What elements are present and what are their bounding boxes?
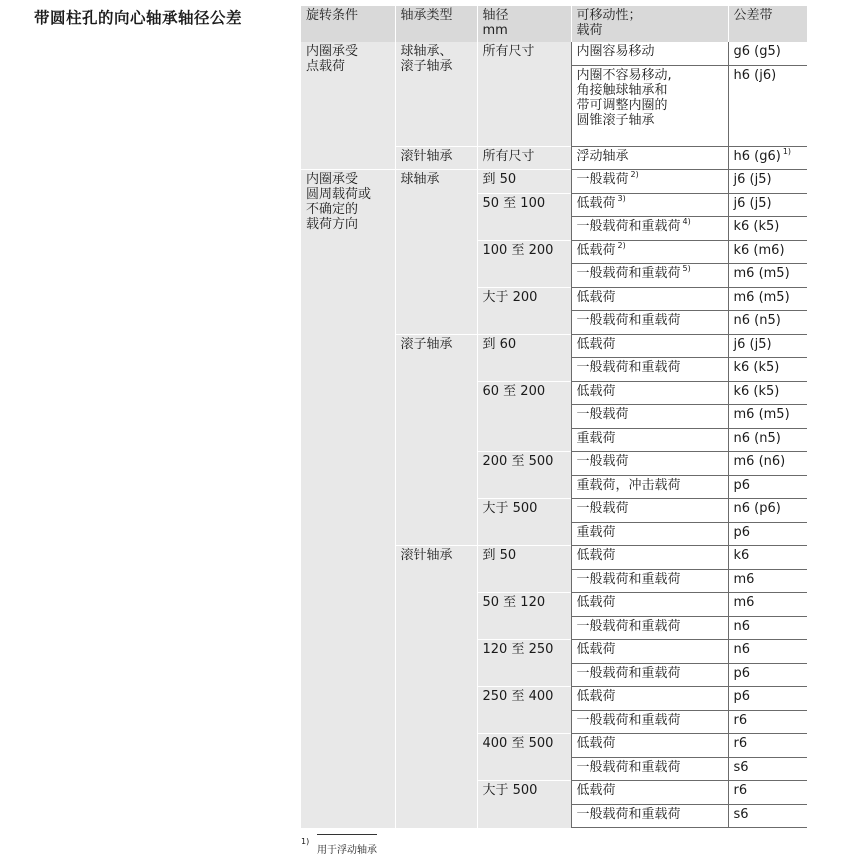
- load-text-value: 重载荷: [576, 524, 616, 540]
- load-text-value: 带可调整内圈的: [576, 97, 668, 113]
- load-text: [577, 807, 723, 822]
- load-text-value: 低载荷: [576, 195, 616, 211]
- load-cell: [571, 781, 728, 805]
- tolerance-cell: [728, 593, 807, 617]
- footnote-rule: [317, 834, 377, 835]
- tolerance-value: r6: [733, 783, 748, 798]
- load-text-value: 低载荷: [576, 289, 616, 305]
- load-text: [577, 172, 723, 187]
- table-row: [301, 170, 807, 194]
- tolerance-cell: [728, 65, 807, 146]
- load-text-value: 低载荷: [576, 242, 616, 258]
- load-cell: [571, 405, 728, 429]
- tolerance-value: p6: [733, 689, 751, 704]
- load-text-value: 一般载荷和重载荷: [576, 759, 681, 775]
- diameter-range-text: 120 至 250: [482, 642, 554, 657]
- diameter-range-cell: [477, 193, 571, 240]
- load-text: [577, 113, 723, 128]
- load-text-value: 圆锥滚子轴承: [576, 112, 655, 128]
- tolerance-value: n6 (p6): [733, 501, 781, 516]
- tolerance-value: k6 (m6): [733, 242, 785, 258]
- load-text: [577, 360, 723, 375]
- header-bearing-type: 轴承类型: [395, 6, 477, 42]
- rotation-condition-line: 载荷方向: [306, 217, 359, 232]
- load-cell: [571, 757, 728, 781]
- table-row: [301, 42, 807, 65]
- tolerance-cell: [728, 499, 807, 523]
- tolerance-cell: [728, 475, 807, 499]
- load-cell: [571, 287, 728, 311]
- tolerance-value: k6 (k5): [733, 219, 780, 234]
- load-text: [577, 760, 723, 775]
- header-load-label: 载荷: [576, 23, 603, 38]
- load-text-value: 浮动轴承: [576, 148, 629, 164]
- load-cell: [571, 475, 728, 499]
- load-text: [577, 431, 723, 446]
- load-cell: [571, 593, 728, 617]
- load-text-value: 重载荷: [576, 430, 616, 446]
- load-text: [577, 713, 723, 728]
- tolerance-cell: [728, 687, 807, 711]
- bearing-type-cell: [395, 146, 477, 170]
- footnote-ref: 4): [682, 217, 691, 226]
- tolerance-cell: [728, 781, 807, 805]
- tolerance-cell: [728, 381, 807, 405]
- tolerance-value: h6 (g6): [733, 148, 781, 164]
- diameter-range-cell: [477, 734, 571, 781]
- tolerance-cell: [728, 334, 807, 358]
- diameter-range-cell: [477, 593, 571, 640]
- load-text-value: 重载荷，冲击载荷: [576, 477, 681, 493]
- load-text-value: 一般载荷和重载荷: [576, 618, 681, 634]
- load-text: [577, 384, 723, 399]
- tolerance-cell: [728, 170, 807, 194]
- header-diameter-label: 轴径: [482, 8, 509, 23]
- load-text: [577, 337, 723, 352]
- diameter-range-text: 到 50: [482, 548, 517, 563]
- load-text-value: 一般载荷和重载荷: [576, 665, 681, 681]
- header-rotation: 旋转条件: [301, 6, 395, 42]
- diameter-range-cell: [477, 452, 571, 499]
- tolerance-cell: [728, 146, 807, 170]
- tolerance-cell: [728, 616, 807, 640]
- load-text: [577, 219, 723, 234]
- tolerance-value: n6 (n5): [733, 430, 781, 446]
- diameter-range-cell: [477, 381, 571, 452]
- bearing-type-cell: [395, 170, 477, 335]
- footnote-ref: 2): [617, 240, 626, 250]
- tolerance-cell: [728, 522, 807, 546]
- diameter-range-text: 大于 200: [482, 289, 538, 305]
- load-text: [577, 68, 723, 83]
- diameter-range-text: 60 至 200: [482, 383, 546, 399]
- load-text-value: 角接触球轴承和: [576, 82, 668, 98]
- load-cell: [571, 146, 728, 170]
- load-cell: [571, 170, 728, 194]
- load-text-value: 低载荷: [576, 736, 616, 751]
- load-text: [576, 193, 723, 211]
- tolerance-value: m6 (m5): [733, 266, 790, 281]
- diameter-range-cell: [477, 546, 571, 593]
- bearing-type-cell: [395, 546, 477, 828]
- load-cell: [571, 334, 728, 358]
- load-text-value: 低载荷: [576, 595, 616, 610]
- load-text: [577, 572, 723, 587]
- load-text: [577, 548, 723, 563]
- load-cell: [571, 217, 728, 241]
- load-text: [577, 525, 723, 540]
- diameter-range-text: 所有尺寸: [482, 148, 535, 164]
- table-body: [301, 42, 807, 828]
- tolerance-cell: [728, 217, 807, 241]
- header-mobility: [571, 6, 728, 42]
- load-cell: [571, 522, 728, 546]
- header-diameter-unit: mm: [482, 23, 508, 38]
- load-cell: [571, 381, 728, 405]
- load-text-value: 低载荷: [576, 783, 616, 798]
- table-header-row: [301, 6, 807, 42]
- diameter-range-text: 100 至 200: [482, 242, 554, 258]
- rotation-condition-cell: [301, 42, 395, 170]
- load-cell: [571, 240, 728, 264]
- rotation-condition-line: 内圈承受: [306, 172, 359, 187]
- load-cell: [571, 499, 728, 523]
- load-text: [577, 595, 723, 610]
- diameter-range-cell: [477, 240, 571, 287]
- load-text-value: 一般载荷和重载荷: [576, 313, 681, 328]
- tolerance-value: s6: [733, 806, 749, 822]
- load-text-value: 一般载荷和重载荷: [576, 219, 681, 234]
- tolerance-cell: [728, 546, 807, 570]
- load-text-value: 一般载荷和重载荷: [576, 571, 681, 587]
- load-text-value: 一般载荷: [576, 172, 629, 187]
- load-text: [577, 478, 723, 493]
- tolerance-value: j6 (j5): [733, 172, 772, 187]
- tolerance-cell: [728, 452, 807, 476]
- load-cell: [571, 264, 728, 288]
- load-text: [577, 666, 723, 681]
- load-cell: [571, 42, 728, 65]
- load-text-value: 一般载荷: [576, 501, 629, 516]
- load-text-value: 内圈不容易移动,: [576, 67, 672, 83]
- load-text: [577, 83, 723, 98]
- tolerance-cell: [728, 287, 807, 311]
- load-text: [577, 736, 723, 751]
- tolerance-table: [301, 6, 807, 828]
- tolerance-value: j6 (j5): [733, 195, 772, 211]
- diameter-range-text: 大于 500: [482, 783, 538, 798]
- load-text: [577, 642, 723, 657]
- load-text: [577, 407, 723, 422]
- load-text-value: 低载荷: [576, 336, 616, 352]
- tolerance-value: n6: [733, 642, 751, 657]
- bearing-type-line: 球轴承: [400, 172, 440, 187]
- load-text-value: 一般载荷和重载荷: [576, 266, 681, 281]
- rotation-condition-line: 不确定的: [306, 202, 359, 217]
- tolerance-cell: [728, 710, 807, 734]
- load-cell: [571, 193, 728, 217]
- load-cell: [571, 663, 728, 687]
- diameter-range-cell: [477, 640, 571, 687]
- tolerance-value: n6: [733, 618, 751, 634]
- diameter-range-text: 400 至 500: [482, 736, 554, 751]
- load-text: [577, 149, 723, 164]
- tolerance-value: g6 (g5): [733, 44, 781, 59]
- tolerance-cell: [728, 42, 807, 65]
- tolerance-value: p6: [733, 477, 751, 493]
- tolerance-cell: [728, 569, 807, 593]
- tolerance-cell: [728, 757, 807, 781]
- load-cell: [571, 358, 728, 382]
- footnote-ref: 5): [682, 264, 691, 273]
- footnote-text: 用于浮动轴承: [317, 845, 377, 856]
- load-text-value: 一般载荷: [576, 407, 629, 422]
- tolerance-value: r6: [733, 712, 748, 728]
- footnote-ref: 2): [630, 170, 639, 179]
- load-text: [577, 44, 723, 59]
- load-text-value: 低载荷: [576, 383, 616, 399]
- bearing-type-cell: [395, 42, 477, 146]
- load-text: [577, 266, 723, 281]
- load-text: [577, 619, 723, 634]
- load-text: [577, 454, 723, 469]
- tolerance-value: m6: [733, 571, 755, 587]
- load-text-value: 低载荷: [576, 689, 616, 704]
- load-cell: [571, 616, 728, 640]
- tolerance-cell: [728, 734, 807, 758]
- tolerance-value: m6 (n6): [733, 454, 786, 469]
- tolerance-cell: [728, 405, 807, 429]
- diameter-range-text: 50 至 100: [482, 195, 546, 211]
- diameter-range-cell: [477, 146, 571, 170]
- load-cell: [571, 428, 728, 452]
- load-cell: [571, 804, 728, 828]
- tolerance-cell: [728, 264, 807, 288]
- load-cell: [571, 734, 728, 758]
- diameter-range-text: 250 至 400: [482, 689, 554, 704]
- load-cell: [571, 546, 728, 570]
- tolerance-value: p6: [733, 665, 751, 681]
- diameter-range-cell: [477, 334, 571, 381]
- header-diameter: [477, 6, 571, 42]
- header-tolerance: 公差带: [728, 6, 807, 42]
- tolerance-value: h6 (j6): [733, 67, 777, 83]
- diameter-range-cell: [477, 42, 571, 146]
- load-cell: [571, 687, 728, 711]
- diameter-range-cell: [477, 287, 571, 334]
- tolerance-value: n6 (n5): [733, 313, 781, 328]
- load-text-value: 低载荷: [576, 642, 616, 657]
- rotation-condition-cell: [301, 170, 395, 828]
- load-text: [576, 240, 723, 258]
- tolerance-value: m6 (m5): [733, 289, 790, 305]
- tolerance-value: k6 (k5): [733, 360, 780, 375]
- load-cell: [571, 311, 728, 335]
- load-text: [577, 501, 723, 516]
- load-cell: [571, 65, 728, 146]
- load-cell: [571, 710, 728, 734]
- load-text-value: 一般载荷和重载荷: [576, 360, 681, 375]
- bearing-type-line: 滚针轴承: [400, 148, 453, 164]
- load-text: [577, 313, 723, 328]
- footnote-ref: 1): [782, 146, 792, 156]
- load-text-value: 内圈容易移动: [576, 44, 655, 59]
- tolerance-cell: [728, 240, 807, 264]
- bearing-type-cell: [395, 334, 477, 546]
- header-mobility-label: 可移动性；: [576, 8, 642, 23]
- load-text-value: 一般载荷和重载荷: [576, 712, 681, 728]
- load-text: [577, 689, 723, 704]
- tolerance-value: k6: [733, 548, 750, 563]
- tolerance-value: j6 (j5): [733, 336, 772, 352]
- bearing-type-line: 滚子轴承: [400, 59, 453, 74]
- rotation-condition-line: 圆周载荷或: [306, 187, 372, 202]
- rotation-condition-line: 内圈承受: [306, 44, 359, 59]
- rotation-condition-line: 点载荷: [306, 59, 346, 74]
- tolerance-value: r6: [733, 736, 748, 751]
- load-text: [577, 290, 723, 305]
- diameter-range-cell: [477, 781, 571, 828]
- load-cell: [571, 640, 728, 664]
- bearing-type-line: 球轴承、: [400, 44, 453, 59]
- tolerance-cell: [728, 358, 807, 382]
- diameter-range-text: 50 至 120: [482, 595, 546, 610]
- tolerance-cell: [728, 193, 807, 217]
- load-cell: [571, 569, 728, 593]
- tolerance-cell: [728, 804, 807, 828]
- load-text-value: 一般载荷和重载荷: [576, 806, 681, 822]
- diameter-range-cell: [477, 687, 571, 734]
- tolerance-cell: [728, 428, 807, 452]
- bearing-type-line: 滚针轴承: [400, 548, 453, 563]
- diameter-range-cell: [477, 170, 571, 194]
- tolerance-value: k6 (k5): [733, 383, 780, 399]
- load-text: [577, 98, 723, 113]
- tolerance-cell: [728, 640, 807, 664]
- load-text-value: 一般载荷: [576, 454, 629, 469]
- tolerance-value: m6 (m5): [733, 407, 790, 422]
- footnote-mark: 1): [301, 837, 310, 846]
- diameter-range-cell: [477, 499, 571, 546]
- diameter-range-text: 大于 500: [482, 501, 538, 516]
- bearing-type-line: 滚子轴承: [400, 336, 453, 352]
- diameter-range-text: 到 50: [482, 172, 517, 187]
- load-text: [577, 783, 723, 798]
- diameter-range-text: 200 至 500: [482, 454, 554, 469]
- tolerance-value: p6: [733, 524, 751, 540]
- diameter-range-text: 到 60: [482, 336, 517, 352]
- footnote-ref: 3): [617, 193, 626, 203]
- tolerance-cell: [728, 663, 807, 687]
- tolerance-value: m6: [733, 595, 755, 610]
- diameter-range-text: 所有尺寸: [482, 44, 535, 59]
- section-title: 带圆柱孔的向心轴承轴径公差: [34, 9, 243, 27]
- tolerance-value: s6: [733, 759, 749, 775]
- load-cell: [571, 452, 728, 476]
- load-text-value: 低载荷: [576, 548, 616, 563]
- tolerance-cell: [728, 311, 807, 335]
